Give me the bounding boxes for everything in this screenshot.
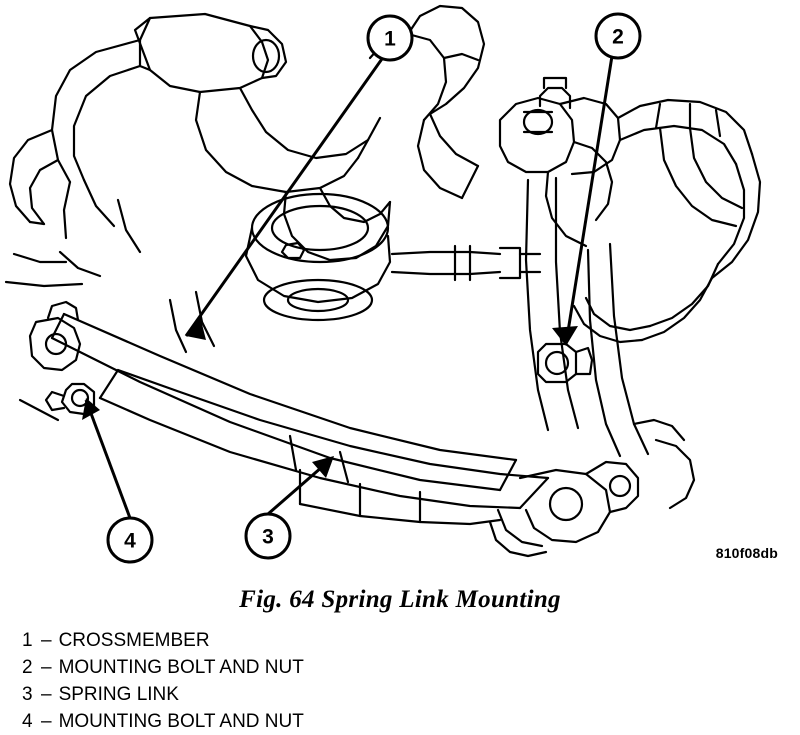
callout-label-4: 4	[124, 529, 136, 553]
legend-item-label: CROSSMEMBER	[58, 630, 210, 651]
legend-item-label: MOUNTING BOLT AND NUT	[58, 657, 304, 678]
legend-item-number: 3	[22, 684, 33, 705]
legend-item-dash: –	[41, 657, 52, 678]
legend-item	[22, 708, 722, 735]
legend-item-dash: –	[41, 630, 52, 651]
legend-item	[22, 627, 722, 654]
figure-caption: Fig. 64 Spring Link Mounting	[239, 586, 561, 613]
legend-item-number: 1	[22, 630, 33, 651]
legend-item-dash: –	[41, 684, 52, 705]
legend-item-number: 4	[22, 711, 33, 732]
legend-item	[22, 654, 722, 681]
legend-item-label: MOUNTING BOLT AND NUT	[58, 711, 304, 732]
figure-code: 810f08db	[715, 545, 778, 561]
callout-label-1: 1	[384, 27, 396, 51]
callout-label-3: 3	[262, 525, 274, 549]
callout-label-2: 2	[612, 25, 624, 49]
legend-item-dash: –	[41, 711, 52, 732]
legend-item	[22, 681, 722, 708]
legend-item-label: SPRING LINK	[58, 684, 179, 705]
legend-item-number: 2	[22, 657, 33, 678]
legend-list	[22, 627, 722, 735]
